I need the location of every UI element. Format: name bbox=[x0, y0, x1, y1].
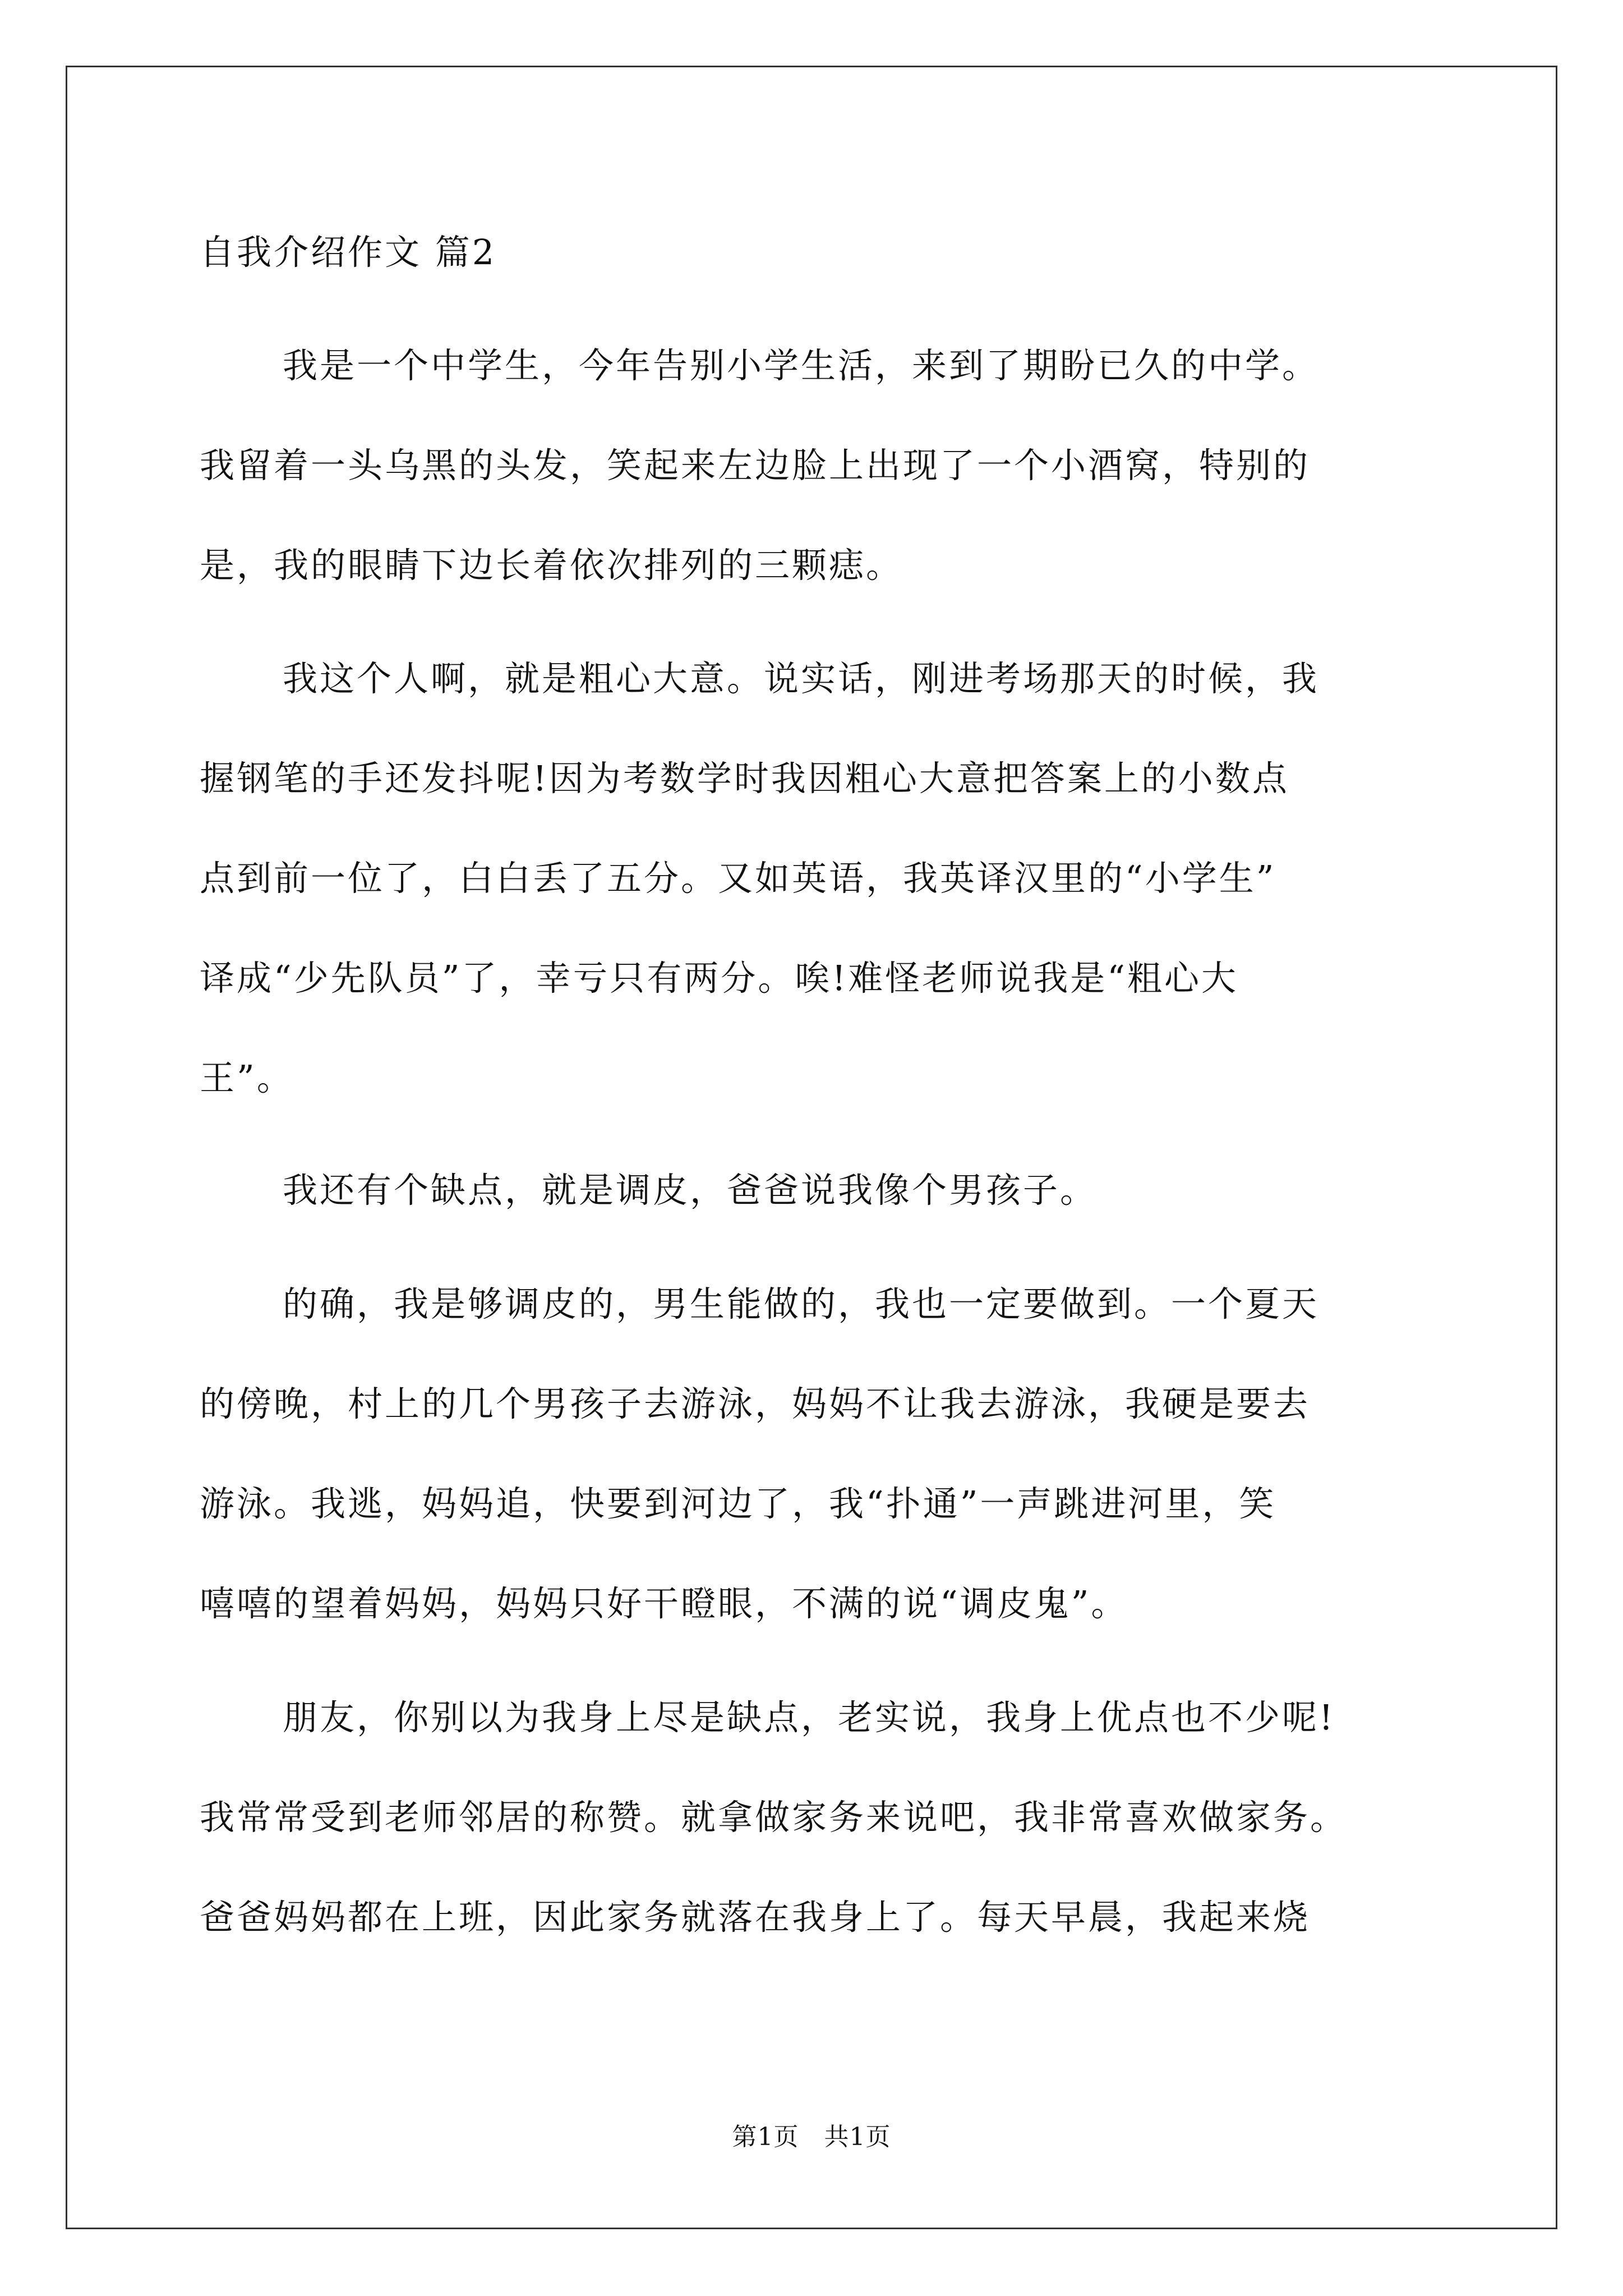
text-line: 我这个人啊，就是粗心大意。说实话，刚进考场那天的时候，我 bbox=[283, 658, 1320, 699]
text-line: 嘻嘻的望着妈妈，妈妈只好干瞪眼，不满的说“调皮鬼”。 bbox=[200, 1583, 1128, 1624]
text-line: 王”。 bbox=[200, 1057, 294, 1098]
page-footer: 第1页 共1页 bbox=[732, 2123, 891, 2151]
text-line: 爸爸妈妈都在上班，因此家务就落在我身上了。每天早晨，我起来烧 bbox=[200, 1897, 1311, 1938]
text-line: 我还有个缺点，就是调皮，爸爸说我像个男孩子。 bbox=[283, 1170, 1098, 1211]
text-line: 的傍晚，村上的几个男孩子去游泳，妈妈不让我去游泳，我硬是要去 bbox=[200, 1383, 1311, 1424]
text-line: 我常常受到老师邻居的称赞。就拿做家务来说吧，我非常喜欢做家务。 bbox=[200, 1797, 1348, 1838]
essay-heading: 自我介绍作文 篇2 bbox=[200, 232, 497, 273]
text-line: 我留着一头乌黑的头发，笑起来左边脸上出现了一个小酒窝，特别的 bbox=[200, 445, 1311, 486]
text-line: 朋友，你别以为我身上尽是缺点，老实说，我身上优点也不少呢! bbox=[283, 1697, 1335, 1738]
text-line: 的确，我是够调皮的，男生能做的，我也一定要做到。一个夏天 bbox=[283, 1283, 1320, 1324]
text-line: 译成“少先队员”了，幸亏只有两分。唉!难怪老师说我是“粗心大 bbox=[200, 958, 1239, 999]
text-line: 点到前一位了，白白丢了五分。又如英语，我英译汉里的“小学生” bbox=[200, 858, 1276, 899]
text-line: 游泳。我逃，妈妈追，快要到河边了，我“扑通”一声跳进河里，笑 bbox=[200, 1483, 1276, 1524]
text-line: 是，我的眼睛下边长着依次排列的三颗痣。 bbox=[200, 545, 903, 586]
text-line: 我是一个中学生，今年告别小学生活，来到了期盼已久的中学。 bbox=[283, 345, 1320, 386]
text-line: 握钢笔的手还发抖呢!因为考数学时我因粗心大意把答案上的小数点 bbox=[200, 758, 1289, 799]
